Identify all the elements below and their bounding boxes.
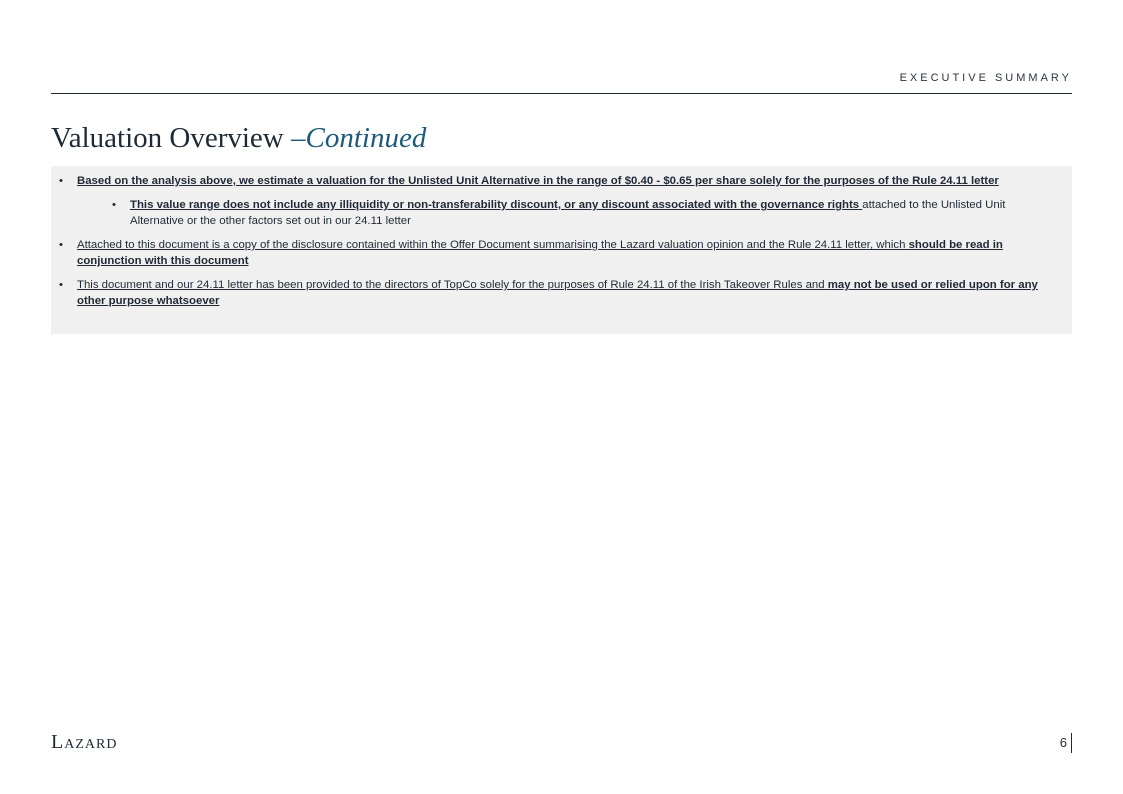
title-main: Valuation Overview (51, 122, 291, 154)
bullet-valuation-text: Based on the analysis above, we estimate a valuation for the Unlisted Unit Alternative in the range of $0.40 - $0.65 per share solely for the purposes of the Rule 24.11 letter (77, 175, 999, 187)
bullet-dot: • (59, 239, 63, 251)
bullet-valuation-range (59, 173, 1060, 189)
bullet-reliance-text: This document and our 24.11 letter has been provided to the directors of TopCo solely for the purposes of Rule 24.11 of the Irish Takeover Rules and (77, 279, 828, 291)
page-title (51, 122, 426, 155)
summary-panel (51, 166, 1072, 334)
bullet-dot: • (112, 199, 116, 211)
page-number: 6 (1059, 735, 1067, 750)
title-dash: – (291, 122, 306, 154)
section-label: EXECUTIVE SUMMARY (899, 72, 1072, 84)
page-number-divider (1071, 733, 1072, 753)
bullet-disclosure-bold: should be read in conjunction with this document (77, 239, 1003, 267)
header-divider (51, 93, 1072, 94)
bullet-reliance (59, 277, 1060, 309)
bullet-disclosure (59, 237, 1060, 269)
title-continued: Continued (305, 122, 427, 154)
sub-bullet-discount (112, 197, 1060, 229)
sub-bullet-text: attached to the Unlisted Unit Alternative or the other factors set out in our 24.11 letter (130, 199, 1006, 227)
sub-bullet-bold-text: This value range does not include any illiquidity or non-transferability discount, or any discount associated with the governance rights (130, 199, 863, 211)
bullet-reliance-bold: may not be used or relied upon for any other purpose whatsoever (77, 279, 1038, 307)
lazard-logo: Lazard (51, 731, 118, 753)
bullet-dot: • (59, 175, 63, 187)
bullet-disclosure-text: Attached to this document is a copy of the disclosure contained within the Offer Document summarising the Lazard valuation opinion and the Rule 24.11 letter, which (77, 239, 909, 251)
bullet-dot: • (59, 279, 63, 291)
